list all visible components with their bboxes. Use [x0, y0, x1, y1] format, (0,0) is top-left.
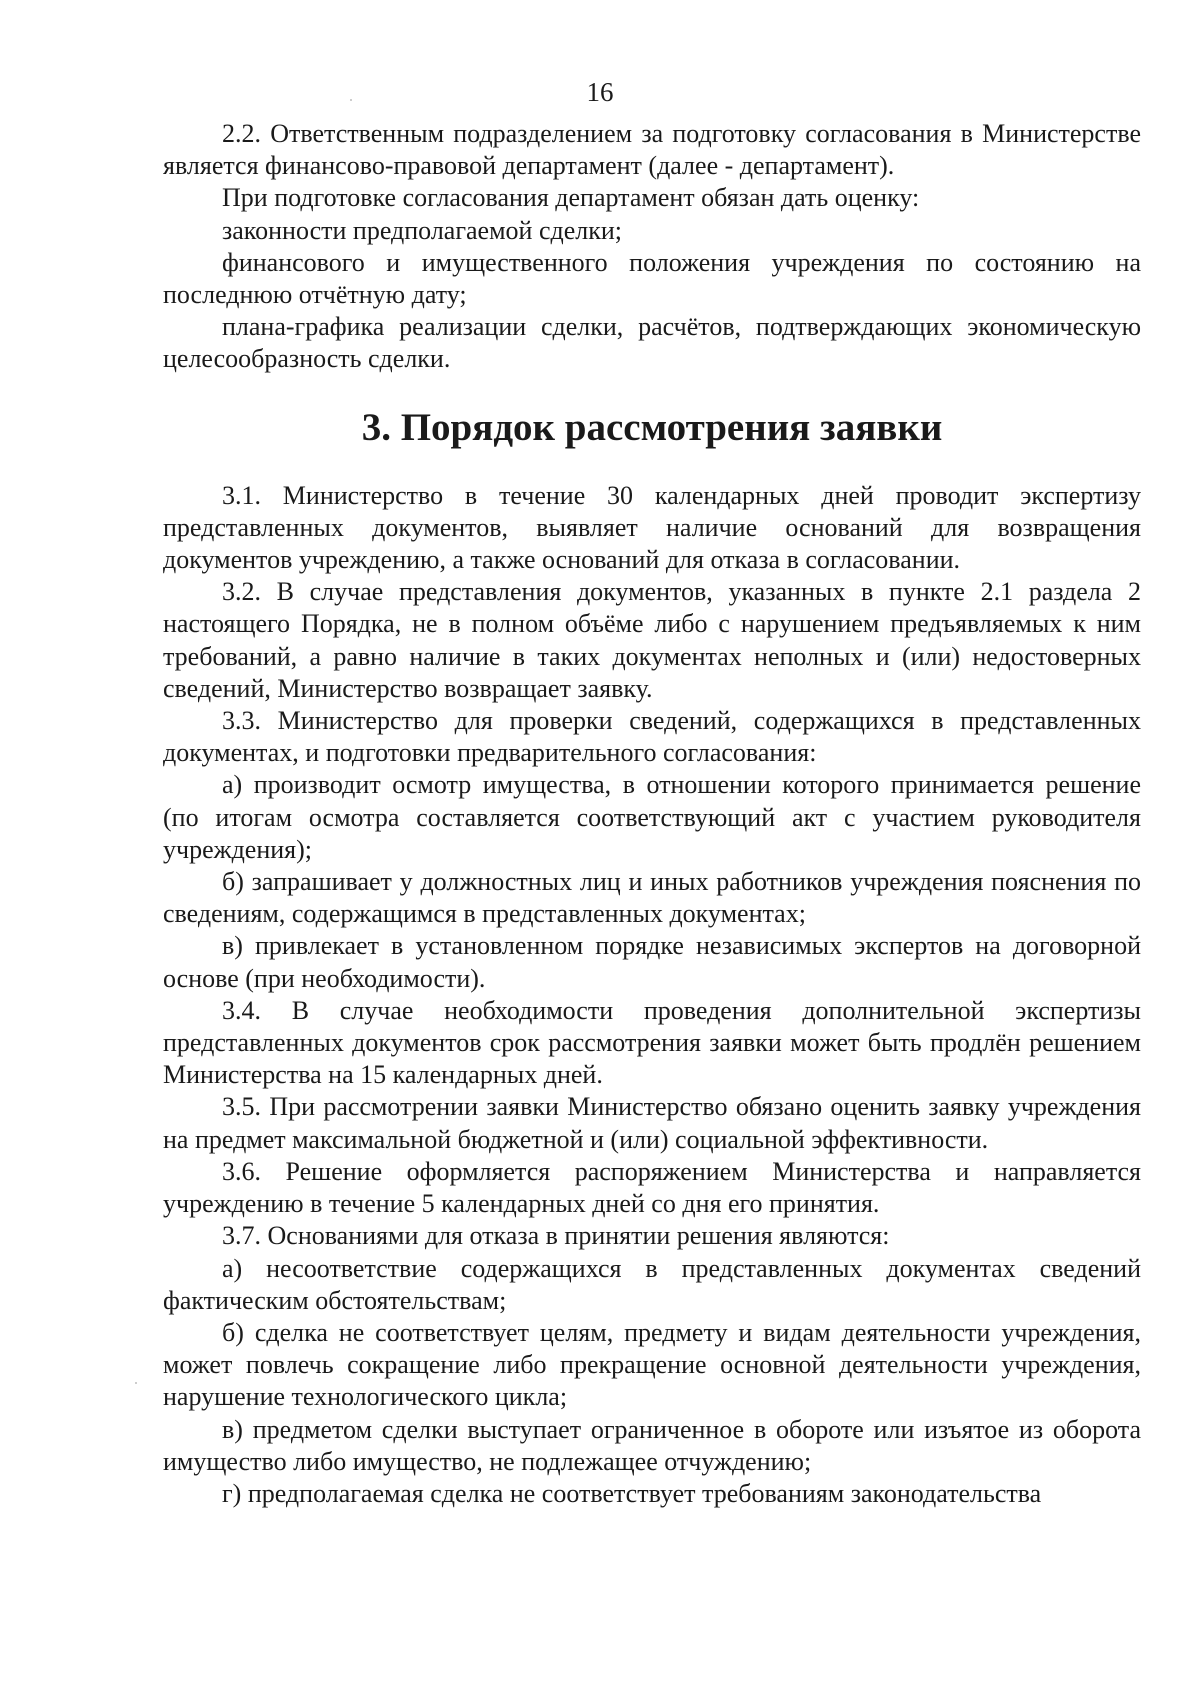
paragraph-3-7-b: б) сделка не соответствует целям, предмету и видам деятельности учреждения, может повлечь сокращение либо прекращение основной деятельности учреждения, нарушение технологического цикла;: [163, 1317, 1141, 1412]
paragraph-3-3: 3.3. Министерство для проверки сведений, содержащихся в представленных документах, и подготовки предварительного согласования:: [163, 706, 1141, 768]
paragraph-3-1: 3.1. Министерство в течение 30 календарных дней проводит экспертизу представленных документов, выявляет наличие оснований для возвращения документов учреждению, а также оснований для отказа в согласовании.: [163, 480, 1141, 575]
section-3-heading: 3. Порядок рассмотрения заявки: [361, 405, 943, 449]
paragraph-assessment-legality: законности предполагаемой сделки;: [222, 215, 623, 245]
paragraph-assessment-schedule: плана-графика реализации сделки, расчётов, подтверждающих экономическую целесообразность сделки.: [163, 312, 1141, 374]
paragraph-3-7: 3.7. Основаниями для отказа в принятии решения являются:: [222, 1221, 890, 1251]
scan-speck: [135, 1382, 137, 1384]
paragraph-3-3-a: а) производит осмотр имущества, в отношении которого принимается решение (по итогам осмотра составляется соответствующий акт с участием руководителя учреждения);: [163, 770, 1141, 864]
paragraph-3-3-v: в) привлекает в установленном порядке независимых экспертов на договорной основе (при необходимости).: [163, 931, 1141, 993]
paragraph-3-3-b: б) запрашивает у должностных лиц и иных работников учреждения пояснения по сведениям, содержащимся в представленных документах;: [163, 867, 1141, 929]
paragraph-3-6: 3.6. Решение оформляется распоряжением Министерства и направляется учреждению в течение 5 календарных дней со дня его принятия.: [163, 1156, 1141, 1219]
page-number: 16: [586, 77, 614, 107]
paragraph-2-2: 2.2. Ответственным подразделением за подготовку согласования в Министерстве является финансово-правовой департамент (далее - департамент).: [163, 119, 1141, 181]
paragraph-3-4: 3.4. В случае необходимости проведения дополнительной экспертизы представленных документов срок рассмотрения заявки может быть продлён решением Министерства на 15 календарных дней.: [163, 995, 1141, 1090]
paragraph-assessment-financial: финансового и имущественного положения учреждения по состоянию на последнюю отчётную дату;: [163, 247, 1141, 310]
paragraph-3-7-g: г) предполагаемая сделка не соответствует требованиям законодательства: [222, 1478, 1042, 1508]
paragraph-3-7-v: в) предметом сделки выступает ограниченное в обороте или изъятое из оборота имущество либо имущество, не подлежащее отчуждению;: [163, 1414, 1141, 1476]
paragraph-3-5: 3.5. При рассмотрении заявки Министерство обязано оценить заявку учреждения на предмет максимальной бюджетной и (или) социальной эффективности.: [163, 1092, 1141, 1154]
spacer: [163, 444, 1141, 480]
paragraph-assessment-intro: При подготовке согласования департамент обязан дать оценку:: [222, 183, 920, 213]
document-body: [163, 118, 1141, 1510]
paragraph-3-7-a: а) несоответствие содержащихся в представленных документах сведений фактическим обстоятельствам;: [163, 1253, 1141, 1315]
paragraph-3-2: 3.2. В случае представления документов, указанных в пункте 2.1 раздела 2 настоящего Порядка, не в полном объёме либо с нарушением предъявляемых к ним требований, а равно наличие в таких документах неполных и (или) недостоверных сведений, Министерство возвращает заявку.: [163, 577, 1141, 703]
